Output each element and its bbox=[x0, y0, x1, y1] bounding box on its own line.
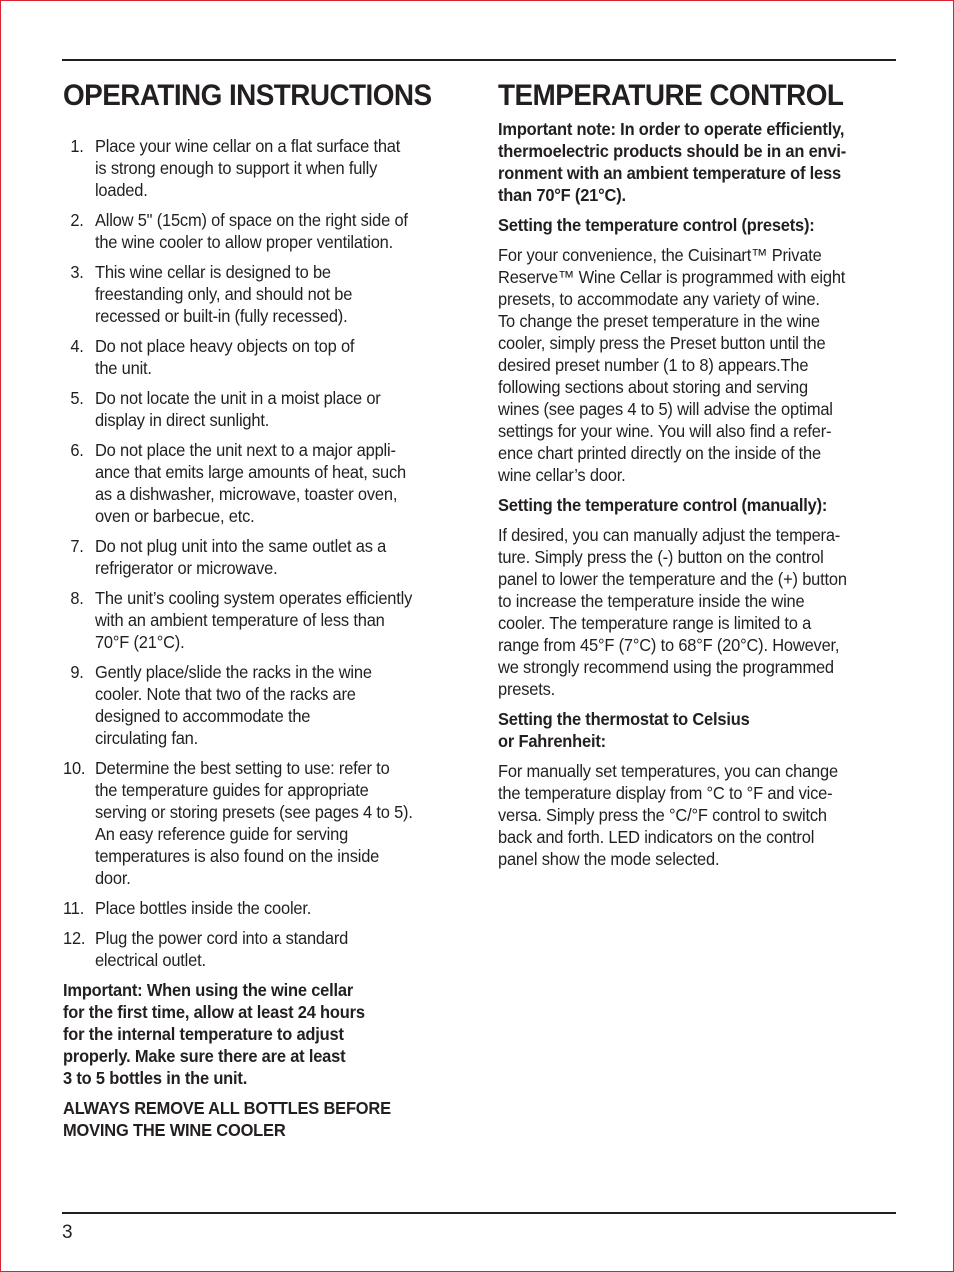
instruction-item bbox=[63, 387, 462, 431]
instruction-number: 3. bbox=[70, 262, 84, 282]
instruction-text: Place your wine cellar on a flat surface that is strong enough to support it when fully loaded. bbox=[94, 136, 401, 200]
instruction-item bbox=[63, 757, 462, 889]
instruction-number: 2. bbox=[70, 210, 84, 230]
instruction-item bbox=[63, 927, 462, 971]
instruction-text: Do not locate the unit in a moist place or display in direct sunlight. bbox=[94, 388, 381, 430]
presets-text: For your convenience, the Cuisinart™ Private Reserve™ Wine Cellar is programmed with eight presets, to accommodate any variety of wine. To change the preset temperature in the wine cooler, simply press the Preset button until the desired preset number (1 to 8) appears.The following sections about storing and serving wines (see pages 4 to 5) will advise the optimal settings for your wine. You will also find a refer- ence chart printed directly on the inside of the wine cellar’s door. bbox=[498, 245, 846, 485]
temperature-control-body bbox=[498, 118, 897, 870]
instruction-item bbox=[63, 897, 462, 919]
instruction-number: 5. bbox=[70, 388, 84, 408]
top-rule bbox=[62, 59, 896, 61]
instruction-text: Do not place the unit next to a major appli- ance that emits large amounts of heat, such as a dishwasher, microwave, toaster oven, oven or barbecue, etc. bbox=[94, 440, 407, 526]
temperature-control-heading: TEMPERATURE CONTROL bbox=[498, 79, 844, 112]
instruction-item bbox=[63, 535, 462, 579]
instruction-text: Allow 5" (15cm) of space on the right side of the wine cooler to allow proper ventilation. bbox=[94, 210, 408, 252]
presets-heading: Setting the temperature control (presets): bbox=[498, 215, 815, 235]
instruction-item bbox=[63, 209, 462, 253]
instruction-text: Do not place heavy objects on top of the unit. bbox=[94, 336, 355, 378]
instruction-number: 9. bbox=[70, 662, 84, 682]
thermostat-text: For manually set temperatures, you can change the temperature display from °C to °F and vice- versa. Simply press the °C/°F control to switch back and forth. LED indicators on the control panel show the mode selected. bbox=[498, 761, 838, 869]
instruction-number: 4. bbox=[70, 336, 84, 356]
temperature-control-column bbox=[498, 78, 898, 878]
operating-instructions-body bbox=[63, 135, 462, 1141]
instruction-item bbox=[63, 335, 462, 379]
operating-instructions-heading: OPERATING INSTRUCTIONS bbox=[63, 79, 432, 112]
instruction-text: The unit’s cooling system operates efficiently with an ambient temperature of less than 70°F (21°C). bbox=[94, 588, 413, 652]
operating-instructions-column bbox=[63, 78, 463, 1149]
instruction-number: 6. bbox=[70, 440, 84, 460]
instruction-text: Determine the best setting to use: refer to the temperature guides for appropriate serving or storing presets (see pages 4 to 5). An easy reference guide for serving temperatures is also found on the inside door. bbox=[94, 758, 413, 888]
instruction-item bbox=[63, 135, 462, 201]
instructions-list bbox=[63, 135, 462, 971]
bottom-rule bbox=[62, 1212, 896, 1214]
warning-notice: ALWAYS REMOVE ALL BOTTLES BEFORE MOVING THE WINE COOLER bbox=[63, 1098, 391, 1140]
manual-text: If desired, you can manually adjust the tempera- ture. Simply press the (-) button on the control panel to lower the temperature and the (+) button to increase the temperature inside the wine cooler. The temperature range is limited to a range from 45°F (7°C) to 68°F (20°C). However, we strongly recommend using the programmed presets. bbox=[498, 525, 847, 699]
important-notice: Important: When using the wine cellar for the first time, allow at least 24 hours for the internal temperature to adjust properly. Make sure there are at least 3 to 5 bottles in the unit. bbox=[63, 980, 365, 1088]
thermostat-heading: Setting the thermostat to Celsius or Fahrenheit: bbox=[498, 709, 750, 751]
instruction-text: Place bottles inside the cooler. bbox=[94, 898, 312, 918]
instruction-text: Do not plug unit into the same outlet as a refrigerator or microwave. bbox=[94, 536, 387, 578]
important-note: Important note: In order to operate efficiently, thermoelectric products should be in an envi- ronment with an ambient temperature of less than 70°F (21°C). bbox=[498, 119, 847, 205]
instruction-number: 10. bbox=[63, 758, 86, 778]
instruction-item bbox=[63, 587, 462, 653]
instruction-number: 7. bbox=[70, 536, 84, 556]
instruction-item bbox=[63, 261, 462, 327]
instruction-text: Gently place/slide the racks in the wine cooler. Note that two of the racks are designed to accommodate the circulating fan. bbox=[94, 662, 372, 748]
instruction-number: 11. bbox=[63, 898, 85, 918]
page-number: 3 bbox=[62, 1222, 73, 1243]
instruction-text: This wine cellar is designed to be freestanding only, and should not be recessed or built-in (fully recessed). bbox=[94, 262, 353, 326]
instruction-item bbox=[63, 661, 462, 749]
instruction-text: Plug the power cord into a standard electrical outlet. bbox=[94, 928, 349, 970]
manual-heading: Setting the temperature control (manually): bbox=[498, 495, 828, 515]
instruction-number: 8. bbox=[70, 588, 84, 608]
instruction-number: 1. bbox=[70, 136, 84, 156]
instruction-item bbox=[63, 439, 462, 527]
instruction-number: 12. bbox=[63, 928, 86, 948]
